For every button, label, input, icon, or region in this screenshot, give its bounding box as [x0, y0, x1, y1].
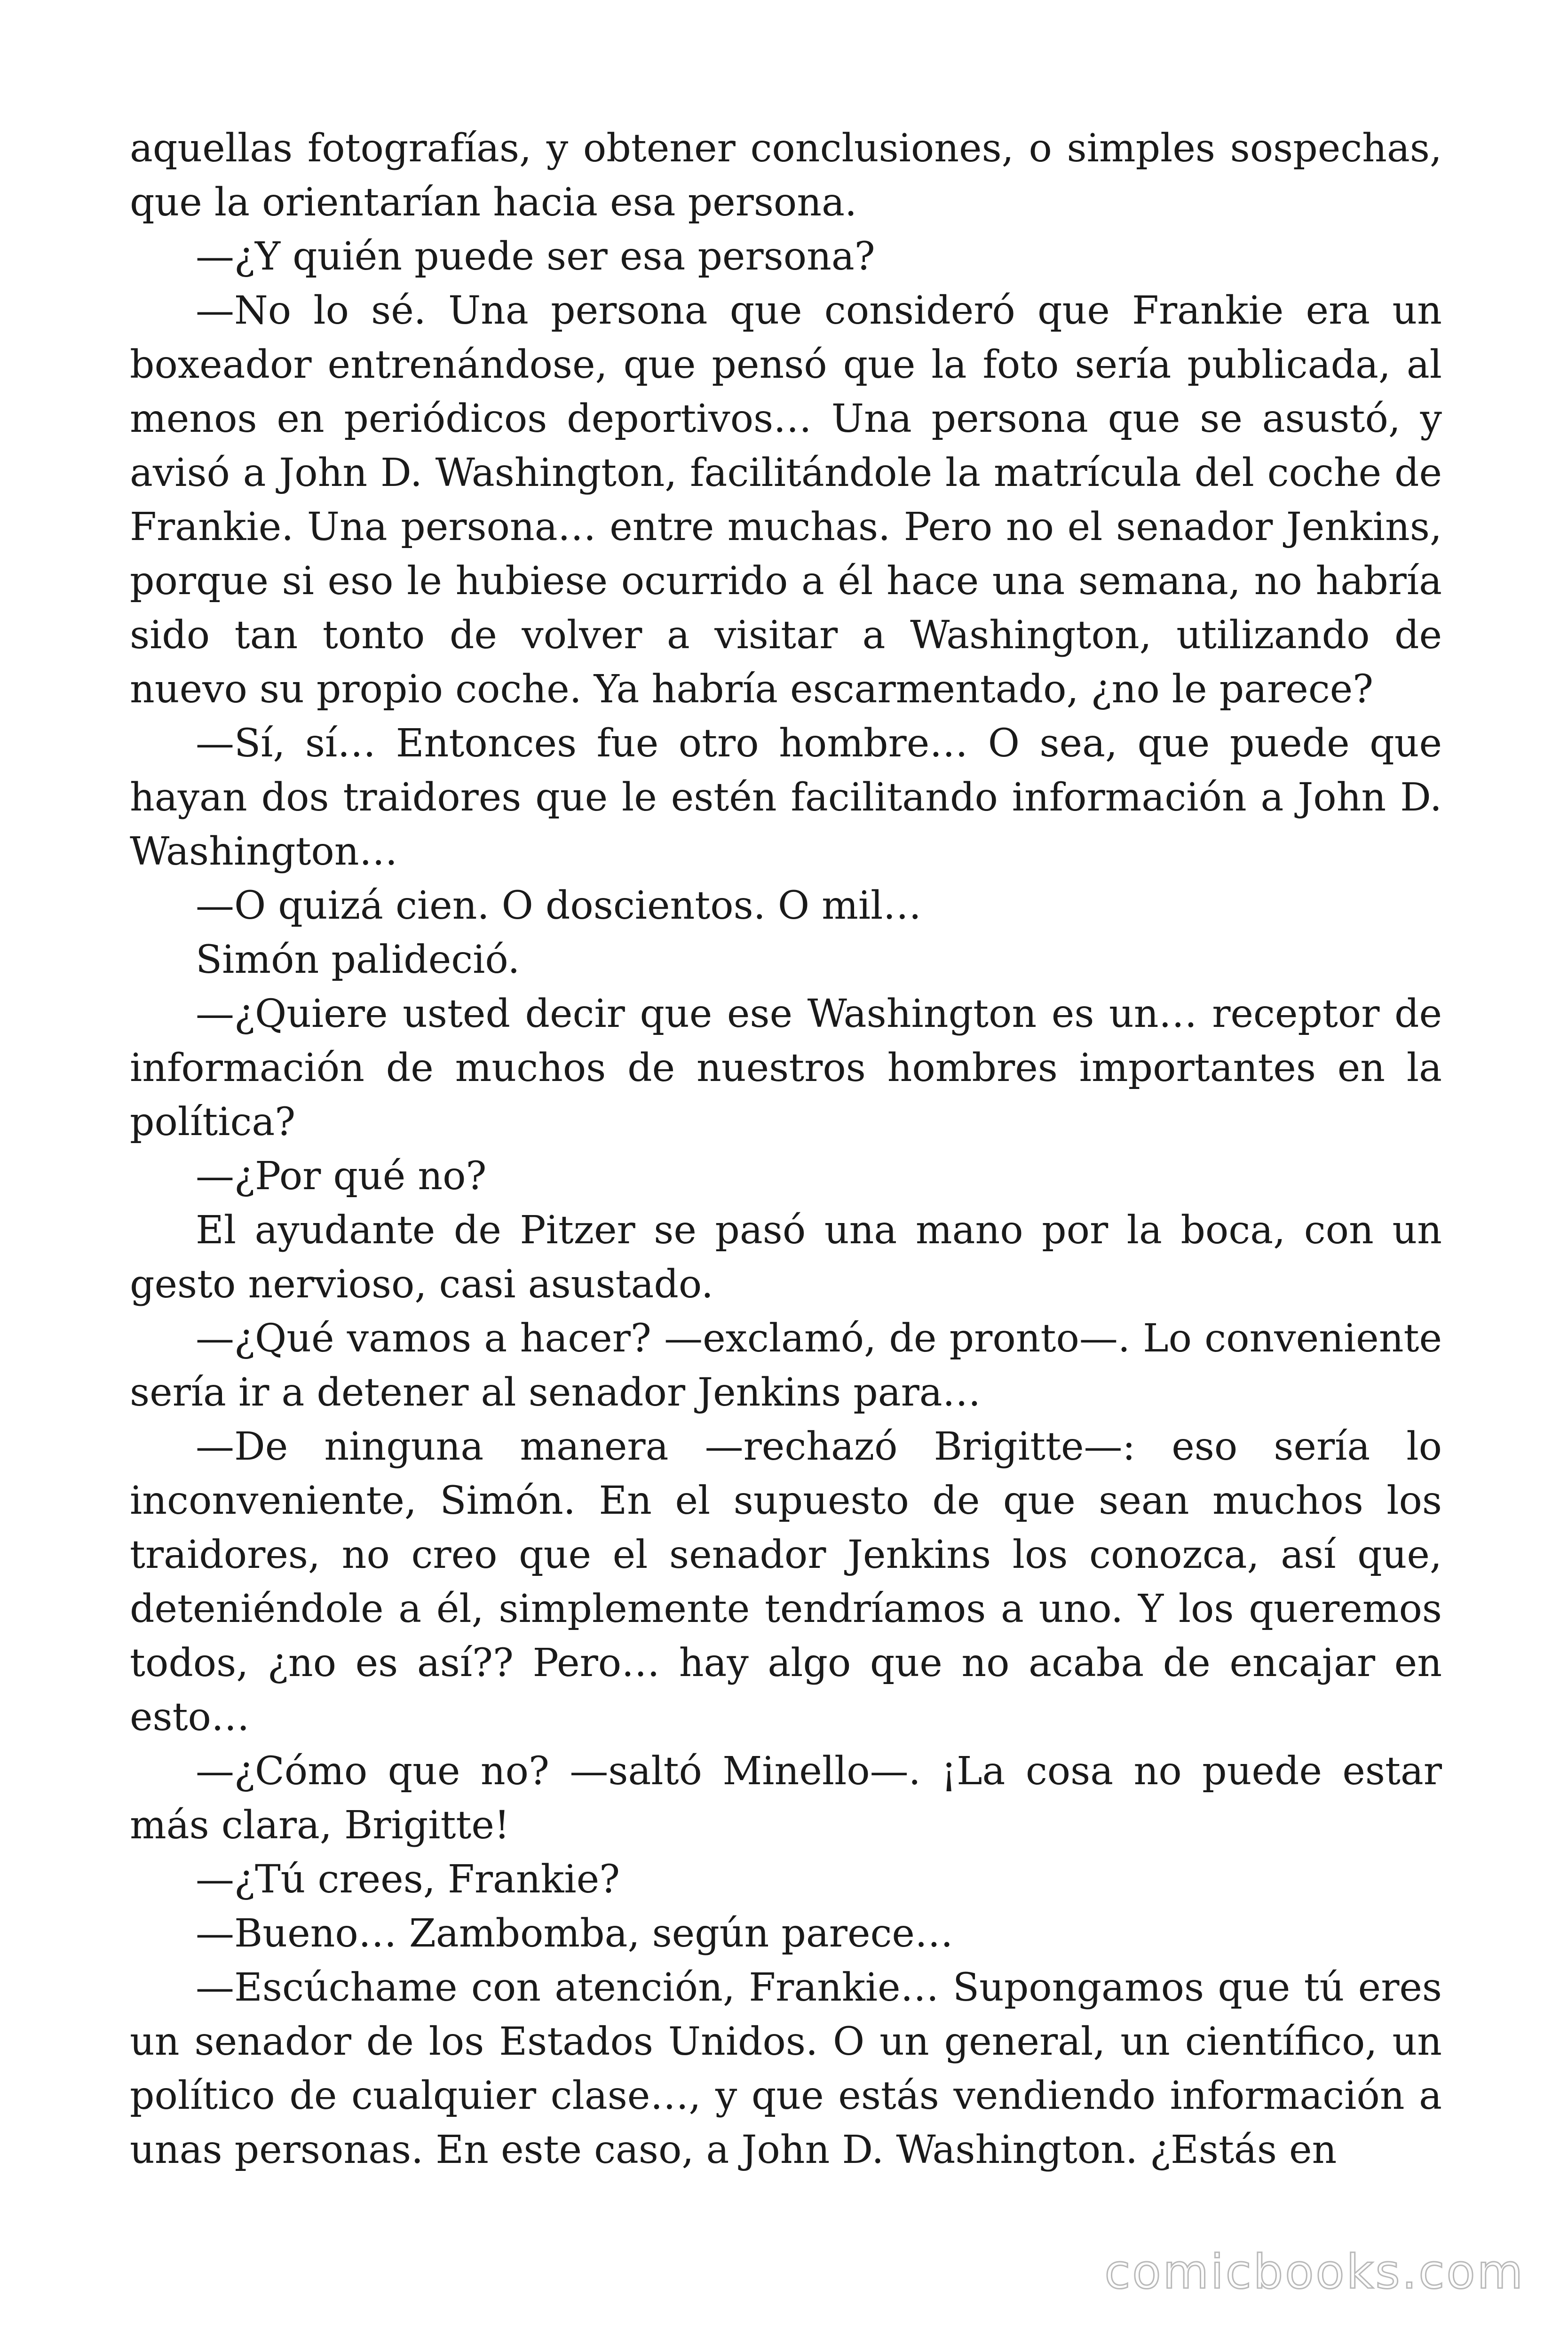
paragraph: Simón palideció.	[196, 938, 520, 982]
paragraph: —¿Por qué no?	[196, 1154, 487, 1199]
paragraph: —Escúchame con atención, Frankie… Supongamos que tú eres un senador de los Estados Unidos. O un general, un científico, un político de cualquier clase…, y que estás vendiendo información a unas personas. En este caso, a John D. Washington. ¿Estás en	[130, 1965, 1442, 2172]
paragraph: —¿Cómo que no? —saltó Minello—. ¡La cosa no puede estar más clara, Brigitte!	[130, 1749, 1442, 1848]
paragraph: —De ninguna manera —rechazó Brigitte—: eso sería lo inconveniente, Simón. En el supuesto de que sean muchos los traidores, no creo que el senador Jenkins los conozca, así que, deteniéndole a él, simplemente tendríamos a uno. Y los queremos todos, ¿no es así?? Pero… hay algo que no acaba de encajar en esto…	[130, 1424, 1442, 1740]
watermark: comicbooks.com	[1104, 2244, 1525, 2299]
body-text	[130, 121, 1442, 2177]
paragraph: —¿Y quién puede ser esa persona?	[196, 234, 875, 279]
paragraph: —Sí, sí… Entonces fue otro hombre… O sea, que puede que hayan dos traidores que le estén facilitando información a John D. Washington…	[130, 721, 1442, 874]
paragraph: —¿Tú crees, Frankie?	[196, 1857, 620, 1902]
paragraph: —¿Quiere usted decir que ese Washington es un… receptor de información de muchos de nuestros hombres importantes en la política?	[130, 992, 1442, 1144]
paragraph: aquellas fotografías, y obtener conclusiones, o simples sospechas, que la orientarían hacia esa persona.	[130, 126, 1442, 225]
paragraph: —¿Qué vamos a hacer? —exclamó, de pronto—. Lo conveniente sería ir a detener al senador Jenkins para…	[130, 1316, 1442, 1415]
paragraph: El ayudante de Pitzer se pasó una mano por la boca, con un gesto nervioso, casi asustado.	[130, 1208, 1442, 1307]
paragraph: —No lo sé. Una persona que consideró que Frankie era un boxeador entrenándose, que pensó que la foto sería publicada, al menos en periódicos deportivos… Una persona que se asustó, y avisó a John D. Washington, facilitándole la matrícula del coche de Frankie. Una persona… entre muchas. Pero no el senador Jenkins, porque si eso le hubiese ocurrido a él hace una semana, no habría sido tan tonto de volver a visitar a Washington, utilizando de nuevo su propio coche. Ya habría escarmentado, ¿no le parece?	[130, 288, 1442, 712]
paragraph: —Bueno… Zambomba, según parece…	[196, 1911, 953, 1956]
paragraph: —O quizá cien. O doscientos. O mil…	[196, 883, 922, 928]
